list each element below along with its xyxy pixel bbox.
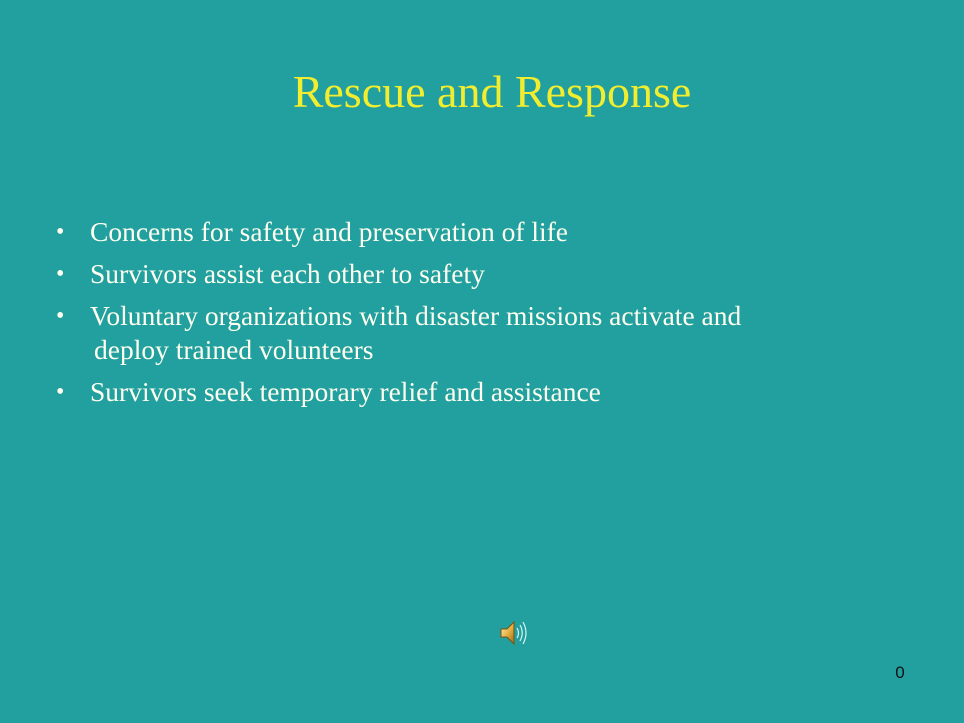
bullet-line: Survivors seek temporary relief and assistance xyxy=(90,376,601,407)
bullet-item xyxy=(56,299,916,367)
bullet-text xyxy=(90,299,916,367)
speaker-sound-icon[interactable] xyxy=(498,618,530,648)
slide-number: 0 xyxy=(895,663,905,682)
bullet-dot-icon: • xyxy=(56,303,65,329)
bullet-line-continuation: deploy trained volunteers xyxy=(94,334,374,365)
bullet-item xyxy=(56,257,916,291)
bullet-dot-icon: • xyxy=(56,261,65,287)
speaker-sound-icon-graphic xyxy=(498,618,530,648)
bullet-dot-icon: • xyxy=(56,379,65,405)
bullet-item xyxy=(56,215,916,249)
slide-title: Rescue and Response xyxy=(292,66,692,117)
bullet-text xyxy=(90,215,916,249)
bullet-list xyxy=(56,215,916,409)
bullet-text xyxy=(90,257,916,291)
bullet-line: Concerns for safety and preservation of life xyxy=(90,216,569,247)
bullet-line: Survivors assist each other to safety xyxy=(90,258,485,289)
bullet-line: Voluntary organizations with disaster missions activate and xyxy=(90,300,742,331)
bullet-item xyxy=(56,375,916,409)
bullet-text xyxy=(90,375,916,409)
bullet-dot-icon: • xyxy=(56,219,65,245)
